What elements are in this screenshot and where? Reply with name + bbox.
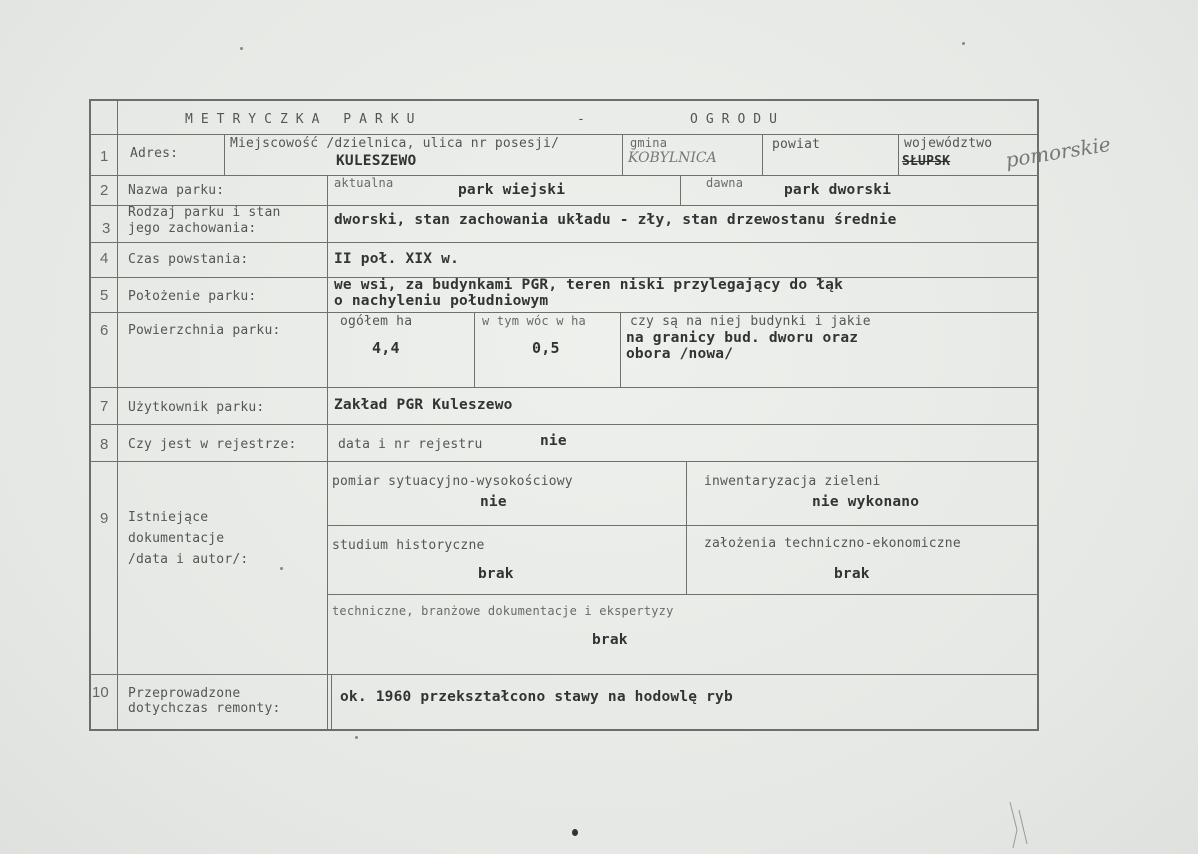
former-name-label: dawna [706,176,744,190]
register-date-label: data i nr rejestru [338,437,483,452]
buildings-label: czy są na niej budynki i jakie [630,314,871,329]
survey-label: pomiar sytuacyjno-wysokościowy [332,474,573,489]
docs-label-1: Istniejące [128,510,209,525]
row-number: 4 [100,250,109,267]
register-value: nie [540,433,567,449]
total-area-label: ogółem ha [340,314,413,329]
user-value: Zakład PGR Kuleszewo [334,397,513,413]
location-value-1: we wsi, za budynkami PGR, teren niski przylegający do łąk [334,277,843,293]
row-number: 3 [102,220,111,237]
locality-value: KULESZEWO [336,153,417,169]
row-number: 6 [100,322,109,339]
rule [898,134,899,175]
row-number: 7 [100,398,109,415]
rule [89,312,1039,313]
park-type-label-2: jego zachowania: [128,221,257,236]
renovations-value: ok. 1960 przekształcono stawy na hodowlę ryb [340,689,733,705]
park-name-label: Nazwa parku: [128,183,225,198]
rule [680,175,681,205]
greenery-inventory-label: inwentaryzacja zieleni [704,474,881,489]
rule [224,134,225,175]
rule [89,134,1039,135]
survey-value: nie [480,494,507,510]
renovations-label-1: Przeprowadzone [128,686,241,701]
rule [620,312,621,387]
rule [117,99,118,731]
rule [327,175,328,731]
row-number: 2 [100,182,109,199]
address-label: Adres: [130,146,179,161]
voivodeship-label: województwo [904,136,993,151]
park-type-value: dworski, stan zachowania układu - zły, stan drzewostanu średnie [334,212,897,228]
gmina-label: gmina [630,136,668,150]
powiat-label: powiat [772,137,821,152]
greenery-inventory-value: nie wykonano [812,494,920,510]
rule [89,674,1039,675]
water-area-label: w tym wóc w ha [482,314,586,328]
historic-study-label: studium historyczne [332,538,485,553]
register-label: Czy jest w rejestrze: [128,437,297,452]
former-name-value: park dworski [784,182,892,198]
historic-study-value: brak [478,566,514,582]
form-title-left: METRYCZKA PARKU [185,112,423,127]
docs-label-2: dokumentacje [128,531,225,546]
current-name-value: park wiejski [458,182,566,198]
voivodeship-value: SŁUPSK [902,154,951,169]
locality-label: Miejscowość /dzielnica, ulica nr posesji/ [230,136,560,151]
form-title-dash: - [577,112,586,127]
current-name-label: aktualna [334,176,394,190]
rule [89,387,1039,388]
pencil-mark [1005,800,1035,850]
row-number: 5 [100,287,109,304]
location-label: Położenie parku: [128,289,257,304]
origin-date-label: Czas powstania: [128,252,249,267]
tech-econ-label: założenia techniczno-ekonomiczne [704,536,961,551]
paper-speck [962,42,965,45]
technical-docs-value: brak [592,632,628,648]
rule [762,134,763,175]
rule [328,594,1039,595]
docs-label-3: /data i autor/: [128,552,249,567]
rule [89,424,1039,425]
paper-speck [240,47,243,50]
handwritten-voivodeship: pomorskie [1003,131,1113,173]
rule [331,674,332,731]
park-type-label: Rodzaj parku i stan [128,205,281,220]
water-area-value: 0,5 [532,339,560,357]
area-label: Powierzchnia parku: [128,323,281,338]
renovations-label-2: dotychczas remonty: [128,701,281,716]
form-title-right: OGRODU [690,112,785,127]
rule [686,461,687,594]
paper-speck [572,829,578,836]
rule [89,461,1039,462]
origin-date-value: II poł. XIX w. [334,251,460,267]
rule [89,175,1039,176]
tech-econ-value: brak [834,566,870,582]
rule [89,242,1039,243]
rule [328,525,1039,526]
row-number: 8 [100,436,109,453]
technical-docs-label: techniczne, branżowe dokumentacje i ekspertyzy [332,604,674,618]
gmina-value: KOBYLNICA [628,150,717,166]
buildings-value-1: na granicy bud. dworu oraz [626,330,859,346]
row-number: 1 [100,148,109,165]
paper-speck [355,736,358,739]
row-number: 10 [92,684,109,701]
rule [474,312,475,387]
rule [622,134,623,175]
total-area-value: 4,4 [372,339,400,357]
user-label: Użytkownik parku: [128,400,265,415]
row-number: 9 [100,510,109,527]
buildings-value-2: obora /nowa/ [626,346,734,362]
location-value-2: o nachyleniu południowym [334,293,549,309]
